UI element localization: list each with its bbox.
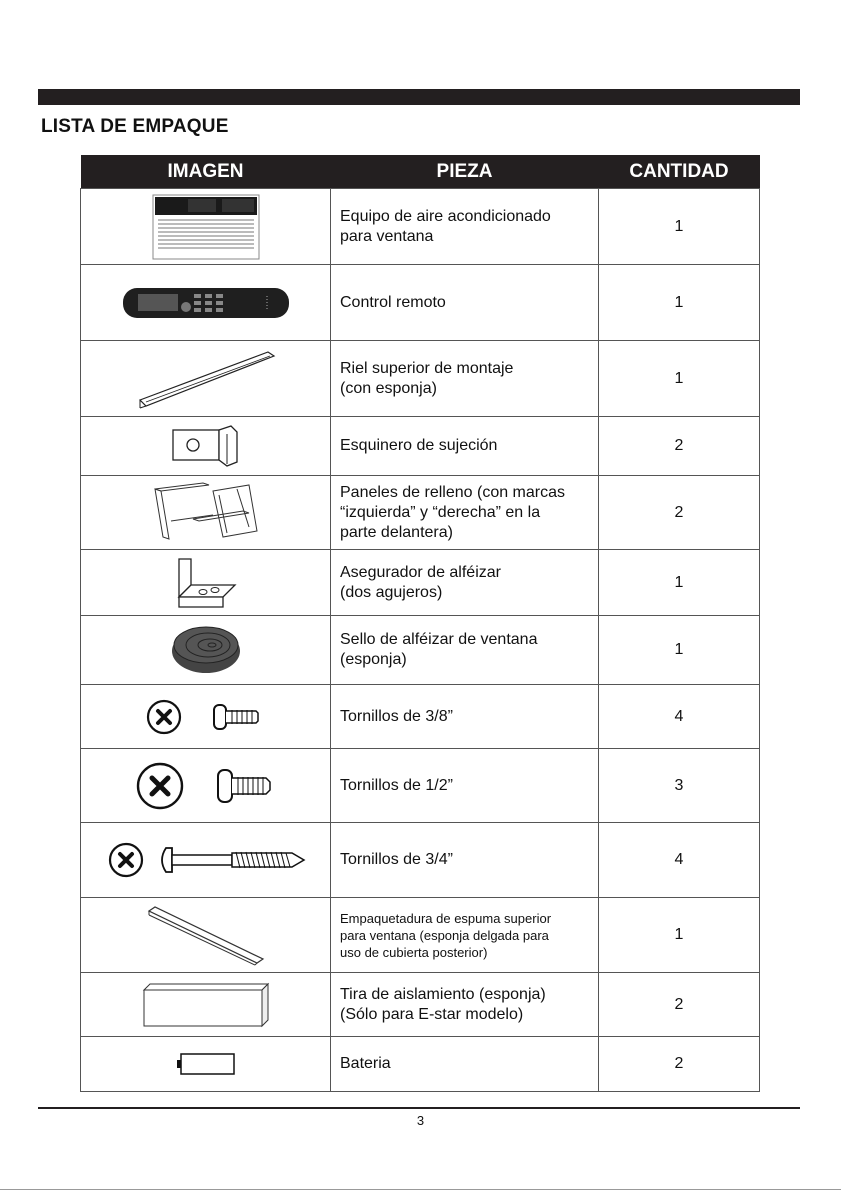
row-piece: Tira de aislamiento (esponja) (Sólo para E-star modelo): [331, 973, 599, 1037]
corner-bracket-icon: [171, 424, 241, 468]
row-piece: Riel superior de montaje (con esponja): [331, 341, 599, 417]
section-title: LISTA DE EMPAQUE: [41, 116, 229, 137]
row-image: [81, 685, 331, 749]
row-quantity: 1: [599, 616, 760, 685]
row-quantity: 1: [599, 265, 760, 341]
row-quantity: 1: [599, 898, 760, 973]
header-image: IMAGEN: [81, 155, 331, 189]
table-row: [81, 973, 760, 1037]
row-quantity: 1: [599, 189, 760, 265]
table-row: [81, 616, 760, 685]
row-quantity: 4: [599, 685, 760, 749]
packing-list-table: [80, 155, 760, 1092]
row-piece: Empaquetadura de espuma superior para ventana (esponja delgada para uso de cubierta posterior): [331, 898, 599, 973]
sill-seal-icon: [168, 621, 244, 679]
row-image: [81, 189, 331, 265]
table-row: [81, 550, 760, 616]
row-image: [81, 265, 331, 341]
row-piece: Asegurador de alféizar (dos agujeros): [331, 550, 599, 616]
row-image: [81, 476, 331, 550]
row-image: [81, 1037, 331, 1092]
table-row: [81, 265, 760, 341]
table-row: [81, 341, 760, 417]
foam-gasket-icon: [147, 903, 265, 967]
table-row: [81, 1037, 760, 1092]
table-row: [81, 749, 760, 823]
footer-rule: [38, 1107, 800, 1109]
row-image: [81, 550, 331, 616]
row-quantity: 3: [599, 749, 760, 823]
mounting-rail-icon: [136, 346, 276, 412]
row-piece: Tornillos de 1/2”: [331, 749, 599, 823]
table-row: [81, 898, 760, 973]
air-conditioner-icon: [152, 194, 260, 260]
row-piece: Sello de alféizar de ventana (esponja): [331, 616, 599, 685]
table-row: [81, 417, 760, 476]
row-piece: Control remoto: [331, 265, 599, 341]
row-quantity: 1: [599, 550, 760, 616]
header-piece: PIEZA: [331, 155, 599, 189]
row-piece: Tornillos de 3/8”: [331, 685, 599, 749]
row-quantity: 2: [599, 1037, 760, 1092]
row-quantity: 4: [599, 823, 760, 898]
row-image: [81, 341, 331, 417]
row-quantity: 2: [599, 973, 760, 1037]
row-piece: Paneles de relleno (con marcas “izquierda” y “derecha” en la parte delantera): [331, 476, 599, 550]
insulation-strip-icon: [142, 982, 270, 1028]
battery-icon: [176, 1052, 236, 1076]
table-header-row: [81, 155, 760, 189]
header-bar: [38, 89, 800, 105]
screw-3-8-icon: [144, 697, 268, 737]
row-image: [81, 616, 331, 685]
row-piece: Esquinero de sujeción: [331, 417, 599, 476]
filler-panels-icon: [153, 481, 259, 545]
row-image: [81, 749, 331, 823]
row-quantity: 2: [599, 476, 760, 550]
row-piece: Bateria: [331, 1037, 599, 1092]
table-row: [81, 189, 760, 265]
row-quantity: 2: [599, 417, 760, 476]
remote-control-icon: [122, 287, 290, 319]
row-quantity: 1: [599, 341, 760, 417]
row-piece: Equipo de aire acondicionado para ventana: [331, 189, 599, 265]
page-bottom-rule: [0, 1189, 841, 1190]
row-image: [81, 898, 331, 973]
table-row: [81, 476, 760, 550]
page-number: 3: [416, 1113, 425, 1128]
table-row: [81, 685, 760, 749]
row-image: [81, 823, 331, 898]
row-image: [81, 417, 331, 476]
screw-3-4-icon: [106, 840, 306, 880]
screw-1-2-icon: [134, 760, 278, 812]
table-row: [81, 823, 760, 898]
header-quantity: CANTIDAD: [599, 155, 760, 189]
row-piece: Tornillos de 3/4”: [331, 823, 599, 898]
row-image: [81, 973, 331, 1037]
sill-bracket-icon: [173, 555, 239, 611]
